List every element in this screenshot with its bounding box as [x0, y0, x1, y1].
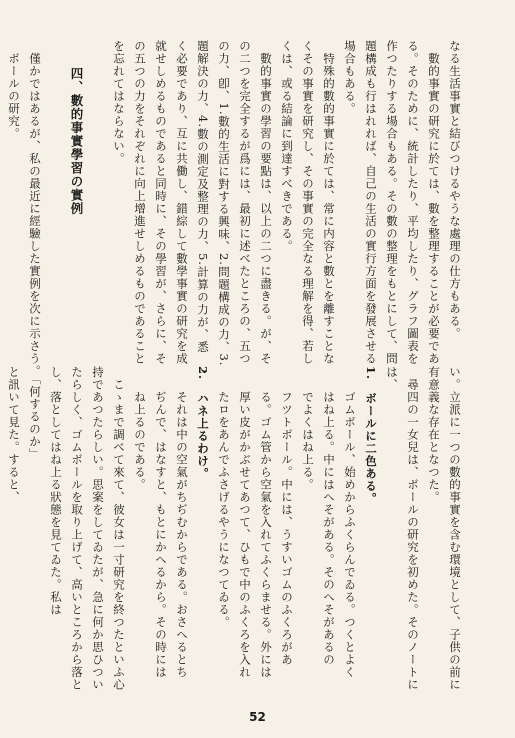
text-column: たらしく、ゴムボールを取り上げて、高いところから落と: [70, 366, 84, 691]
text-column: い。立派に一つの數的事實を含む環境として、子供の前に: [448, 366, 462, 691]
text-column: ね上るのである。: [133, 366, 147, 491]
text-column: の二つを完全するが爲には、最初に述べたところの、五つ: [238, 40, 252, 365]
text-column: たロをあんでふさげるやうになつてゐる。: [217, 366, 231, 629]
text-column: 厚い皮がかぶせてあつて、ひもで中のふくろを入れ: [238, 366, 252, 679]
text-column: くは、或る結論に到達すべきである。: [280, 40, 294, 253]
text-column: ボールの研究。: [7, 40, 21, 140]
text-column: ゴムボール、始めからふくらんでゐる。つくとよく: [343, 366, 357, 679]
text-column: を忘れてはならない。: [112, 40, 126, 165]
column-gap: [87, 40, 108, 362]
text-column: くその事實を研究し、その事實の完全なる理解を得、若し: [301, 40, 315, 365]
column-gap: [45, 40, 66, 362]
upper-text-block: [7, 40, 465, 378]
text-column: の力、卽、1.數的生活に對する興味、2.問題構成の力、3.: [217, 40, 231, 367]
text-column: 場合もある。: [343, 40, 357, 115]
text-column: 尋四の一女兒は、ボールの研究を初めた。そのノートに: [406, 366, 420, 691]
text-column: る。ゴム管から空氣を入れてふくらませる。外には: [259, 366, 273, 679]
lower-text-block: [7, 366, 465, 691]
text-column: 作つたりする場合もある。その數の整理をもとにして、問: [385, 40, 399, 365]
text-column: 持であつたらしい。思案をしてゐたが、急に何か思ひつい: [91, 366, 105, 691]
list-item: 2. ハネ上るわけ。: [196, 366, 210, 481]
text-column: し、落としてはね上る狀態を見てゐた。私は: [49, 366, 63, 616]
text-column: ぢんで、はなすと、もとにかへるから。その時には: [154, 366, 168, 679]
text-column: フツトボール。中には、うすいゴムのふくろがあ: [280, 366, 294, 666]
text-column: はね上る。中にはへそがある。そのへそがあるの: [322, 366, 336, 666]
text-column: なる生活事實と結びつけるやうな處理の仕方もある。: [448, 40, 462, 340]
text-column: の五つの力をそれぞれに向上增進せしめるものであること: [133, 40, 147, 365]
upper-vertical-text: [7, 40, 465, 378]
text-column: 特殊的數的事實に於ては、常に内容と數とを離すことな: [322, 40, 336, 365]
text-column: 題構成も行はれれば、自己の生活の實行方面を發展させる: [364, 40, 378, 365]
text-column: それは中の空氣がちぢむからである。おさへるとち: [175, 366, 189, 679]
text-column: 數的事實の研究に於ては、數を整理することが必要であ: [427, 40, 441, 365]
text-column: 僅かではあるが、私の最近に經驗した實例を次に示さう。: [28, 40, 42, 378]
text-column: 題解決の力、4.數の測定及整理の力、5.計算の力が、悉: [196, 40, 210, 354]
section-heading: 四、數的事實學習の實例: [69, 40, 84, 216]
text-column: と訊いて見た。すると、: [7, 366, 21, 504]
text-column: る。そのために、統計したり、平均したり、グラフ圖表を: [406, 40, 420, 365]
text-column: は、: [385, 366, 399, 391]
text-column: 數的事實の學習の要點は、以上の二つに盡きる。が、そ: [259, 40, 273, 365]
text-column: 有意義な存在となつた。: [427, 366, 441, 504]
text-column: く必要であり、互に共働し、錯綜して數學事實の研究を成: [175, 40, 189, 365]
text-column: 「何するのか」: [28, 366, 42, 461]
lower-vertical-text: [7, 366, 465, 691]
text-column: 就せしめるものであると同時に、その學習が、さらに、そ: [154, 40, 168, 365]
text-column: [0, 40, 3, 362]
list-item: 1. ボールに二色ある。: [364, 366, 378, 506]
page-number: 52: [249, 710, 266, 724]
text-column: でよくはね上る。: [301, 366, 315, 491]
text-column: こゝまで調べて來て、彼女は一寸研究を終つたといふ心: [112, 366, 126, 691]
